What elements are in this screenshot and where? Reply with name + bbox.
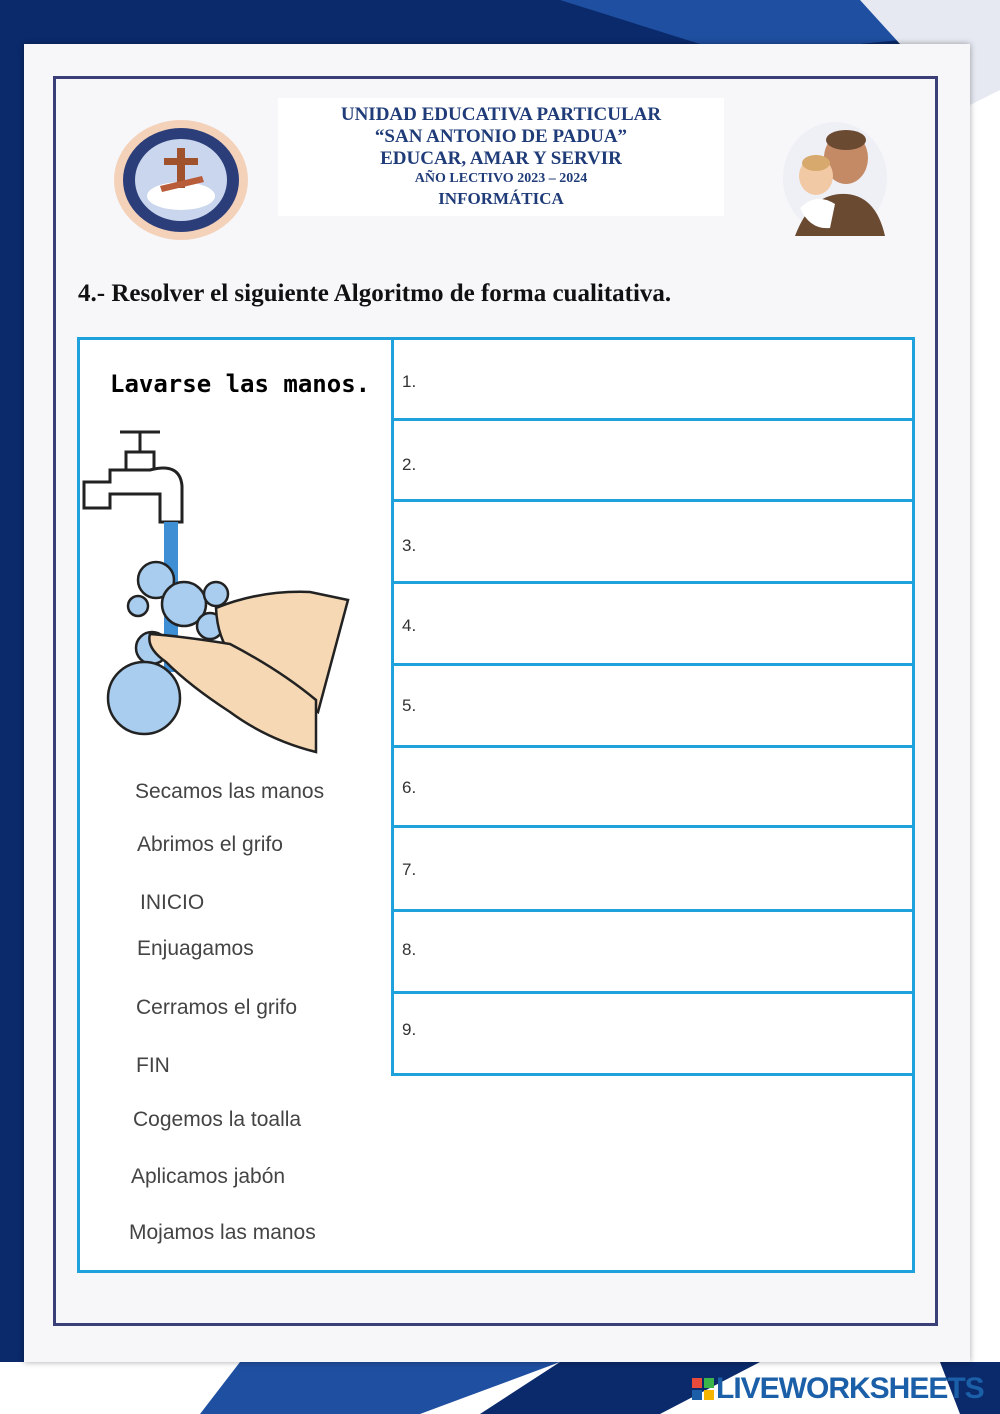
answer-slot-7[interactable] [394, 828, 914, 912]
answer-column [391, 338, 913, 1076]
task-title: Lavarse las manos. [110, 370, 371, 398]
hand-washing-illustration [80, 422, 370, 772]
step-option[interactable]: Abrimos el grifo [137, 833, 283, 856]
step-option[interactable]: Mojamos las manos [129, 1221, 316, 1244]
slot-number: 1. [402, 372, 417, 391]
slot-number: 4. [402, 616, 417, 635]
liveworksheets-logo-icon [692, 1378, 714, 1400]
answer-slot-5[interactable] [394, 666, 914, 748]
exercise-title: 4.- Resolver el siguiente Algoritmo de forma cualitativa. [78, 280, 672, 307]
answer-slot-6[interactable] [394, 748, 914, 828]
answer-slot-9[interactable] [394, 994, 914, 1076]
school-header [278, 98, 724, 216]
step-option[interactable]: Cogemos la toalla [133, 1108, 302, 1131]
answer-slot-4[interactable] [394, 584, 914, 666]
school-seal-logo [112, 118, 250, 242]
step-option[interactable]: INICIO [140, 891, 205, 914]
slot-number: 7. [402, 860, 417, 879]
slot-number: 9. [402, 1020, 417, 1039]
school-name: UNIDAD EDUCATIVA PARTICULAR [340, 104, 662, 125]
step-option[interactable]: Secamos las manos [135, 780, 325, 803]
answer-slot-8[interactable] [394, 912, 914, 994]
slot-number: 6. [402, 778, 417, 797]
step-option[interactable]: Aplicamos jabón [131, 1165, 286, 1188]
school-year: AÑO LECTIVO 2023 – 2024 [414, 171, 588, 186]
answer-slot-1[interactable] [394, 338, 914, 421]
subject-name: INFORMÁTICA [438, 189, 564, 208]
step-option[interactable]: Cerramos el grifo [136, 996, 298, 1019]
watermark: LIVEWORKSHEETS [716, 1372, 984, 1405]
school-patron: “SAN ANTONIO DE PADUA” [374, 126, 628, 147]
slot-number: 5. [402, 696, 417, 715]
step-option[interactable]: Enjuagamos [137, 937, 254, 960]
school-motto: EDUCAR, AMAR Y SERVIR [380, 148, 622, 169]
slot-number: 3. [402, 536, 417, 555]
answer-slot-3[interactable] [394, 502, 914, 584]
saint-anthony-image [780, 118, 890, 236]
answer-slot-2[interactable] [394, 421, 914, 502]
step-option[interactable]: FIN [136, 1054, 170, 1077]
slot-number: 8. [402, 940, 417, 959]
slot-number: 2. [402, 455, 417, 474]
